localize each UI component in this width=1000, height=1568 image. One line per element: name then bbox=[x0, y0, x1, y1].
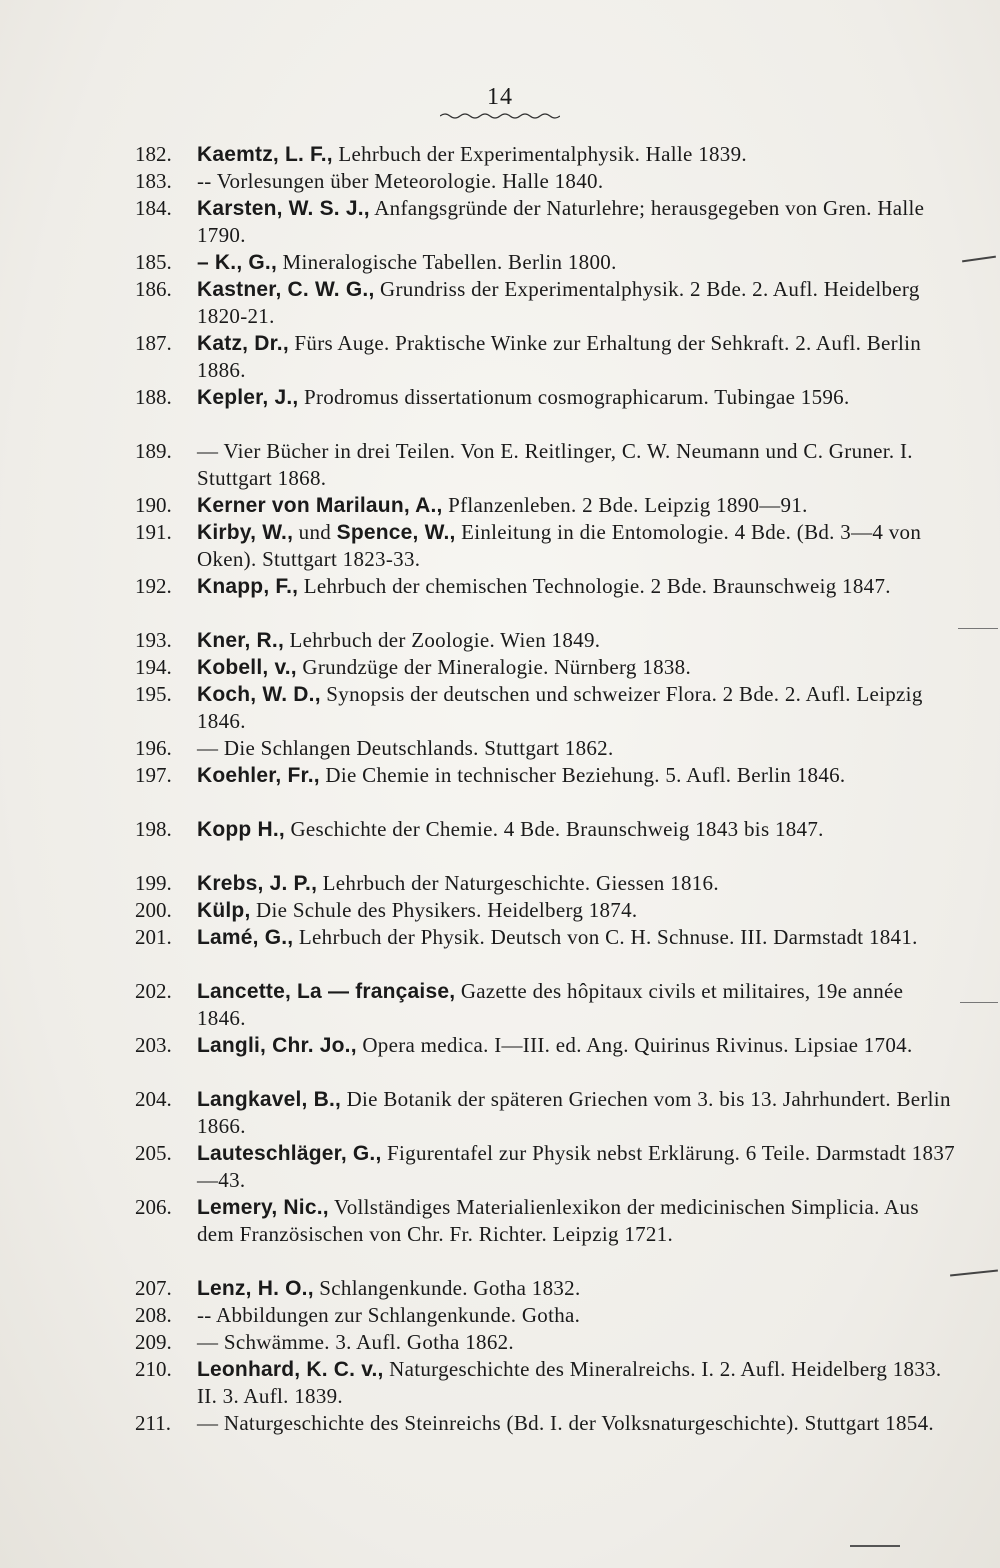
entry-text: Geschichte der Chemie. 4 Bde. Braunschweig 1843 bis 1847. bbox=[284, 817, 824, 841]
entry-text: Mineralogische Tabellen. Berlin 1800. bbox=[277, 250, 617, 274]
entry-author: Knapp, F., bbox=[197, 575, 299, 598]
entry-author: Kopp H., bbox=[197, 818, 285, 841]
entry bbox=[135, 168, 957, 195]
entry bbox=[135, 1140, 957, 1194]
entry bbox=[135, 870, 957, 897]
entry-number: 190. bbox=[135, 493, 172, 517]
entry-number: 185. bbox=[135, 250, 172, 274]
entry-author: Lancette, La — française, bbox=[197, 980, 456, 1003]
entry bbox=[135, 1329, 957, 1356]
entry-number: 200. bbox=[135, 898, 172, 922]
entry-text: Lehrbuch der Naturgeschichte. Giessen 1816. bbox=[317, 871, 719, 895]
entry-number: 192. bbox=[135, 574, 172, 598]
entry-author: – K., G., bbox=[197, 251, 277, 274]
entry bbox=[135, 519, 957, 573]
entry-text: Die Schule des Physikers. Heidelberg 1874. bbox=[250, 898, 638, 922]
entry-author: Kaemtz, L. F., bbox=[197, 143, 333, 166]
entry bbox=[135, 1275, 957, 1302]
entry-text: Naturgeschichte des Mineralreichs. I. 2. Aufl. Heidelberg 1833. II. 3. Aufl. 1839. bbox=[197, 1357, 942, 1408]
entry-author: Spence, W., bbox=[336, 521, 456, 544]
entry-number: 199. bbox=[135, 871, 172, 895]
page-number: 14 bbox=[487, 84, 513, 110]
entry bbox=[135, 492, 957, 519]
entry-text: Prodromus dissertationum cosmographicarum. Tubingae 1596. bbox=[298, 385, 850, 409]
entry bbox=[135, 1086, 957, 1140]
entry-text: Lehrbuch der Experimentalphysik. Halle 1839. bbox=[332, 142, 747, 166]
entry bbox=[135, 573, 957, 600]
entry-number: 191. bbox=[135, 520, 172, 544]
entry-text: -- Abbildungen zur Schlangenkunde. Gotha. bbox=[197, 1303, 581, 1327]
entry-text: — Die Schlangen Deutschlands. Stuttgart 1862. bbox=[197, 736, 614, 760]
entry-author: Karsten, W. S. J., bbox=[197, 197, 370, 220]
entry-text: Figurentafel zur Physik nebst Erklärung. 6 Teile. Darmstadt 1837—43. bbox=[197, 1141, 955, 1192]
entry-text: Einleitung in die Entomologie. 4 Bde. (Bd. 3—4 von Oken). Stuttgart 1823-33. bbox=[197, 520, 922, 571]
entry-number: 201. bbox=[135, 925, 172, 949]
entry-text: Grundriss der Experimentalphysik. 2 Bde. 2. Aufl. Heidelberg 1820-21. bbox=[197, 277, 920, 328]
entry-text: Synopsis der deutschen und schweizer Flora. 2 Bde. 2. Aufl. Leipzig 1846. bbox=[197, 682, 923, 733]
entry-number: 202. bbox=[135, 979, 172, 1003]
entry-number: 186. bbox=[135, 277, 172, 301]
entry-number: 195. bbox=[135, 682, 172, 706]
entry bbox=[135, 762, 957, 789]
entry bbox=[135, 1410, 957, 1437]
entry-text: Die Chemie in technischer Beziehung. 5. Aufl. Berlin 1846. bbox=[319, 763, 846, 787]
entry-author: Kastner, C. W. G., bbox=[197, 278, 375, 301]
margin-mark bbox=[950, 1269, 998, 1276]
entry-number: 187. bbox=[135, 331, 172, 355]
entry-text: Anfangsgründe der Naturlehre; herausgegeben von Gren. Halle 1790. bbox=[197, 196, 925, 247]
entry bbox=[135, 897, 957, 924]
entry-text: — Naturgeschichte des Steinreichs (Bd. I. der Volksnaturgeschichte). Stuttgart 1854. bbox=[197, 1411, 934, 1435]
entry-number: 196. bbox=[135, 736, 172, 760]
entry bbox=[135, 654, 957, 681]
entry-number: 203. bbox=[135, 1033, 172, 1057]
ornament-rule bbox=[440, 112, 560, 120]
entry-author: Leonhard, K. C. v., bbox=[197, 1358, 384, 1381]
entry-text: Fürs Auge. Praktische Winke zur Erhaltung der Sehkraft. 2. Aufl. Berlin 1886. bbox=[197, 331, 922, 382]
entry-number: 206. bbox=[135, 1195, 172, 1219]
entry-text: Pflanzenleben. 2 Bde. Leipzig 1890—91. bbox=[442, 493, 808, 517]
entry-number: 188. bbox=[135, 385, 172, 409]
entry-author: Kobell, v., bbox=[197, 656, 297, 679]
entry bbox=[135, 627, 957, 654]
entry-number: 211. bbox=[135, 1411, 171, 1435]
entry-author: Katz, Dr., bbox=[197, 332, 289, 355]
entry-number: 184. bbox=[135, 196, 172, 220]
entry bbox=[135, 1302, 957, 1329]
entry bbox=[135, 681, 957, 735]
entry bbox=[135, 816, 957, 843]
entry-text: Lehrbuch der Physik. Deutsch von C. H. Schnuse. III. Darmstadt 1841. bbox=[293, 925, 918, 949]
entry bbox=[135, 330, 957, 384]
entry-number: 193. bbox=[135, 628, 172, 652]
entry bbox=[135, 924, 957, 951]
entry-text: Schlangenkunde. Gotha 1832. bbox=[313, 1276, 581, 1300]
entry-text: Lehrbuch der chemischen Technologie. 2 Bde. Braunschweig 1847. bbox=[298, 574, 891, 598]
entry bbox=[135, 1032, 957, 1059]
entry-text: Grundzüge der Mineralogie. Nürnberg 1838. bbox=[296, 655, 692, 679]
entry-number: 208. bbox=[135, 1303, 172, 1327]
entry-author: Langkavel, B., bbox=[197, 1088, 342, 1111]
entry bbox=[135, 249, 957, 276]
entry-text: Vollständiges Materialienlexikon der medicinischen Simplicia. Aus dem Französischen von Chr. Fr. Richter. Leipzig 1721. bbox=[197, 1195, 919, 1246]
entry bbox=[135, 276, 957, 330]
entry-text: Lehrbuch der Zoologie. Wien 1849. bbox=[284, 628, 601, 652]
entry-number: 204. bbox=[135, 1087, 172, 1111]
margin-mark bbox=[962, 256, 996, 263]
margin-mark bbox=[958, 628, 998, 629]
entry-text: Opera medica. I—III. ed. Ang. Quirinus Rivinus. Lipsiae 1704. bbox=[356, 1033, 913, 1057]
entry-text: — Vier Bücher in drei Teilen. Von E. Reitlinger, C. W. Neumann und C. Gruner. I. Stuttgart 1868. bbox=[197, 439, 913, 490]
entry-text: und bbox=[293, 520, 337, 544]
entry-author: Lemery, Nic., bbox=[197, 1196, 329, 1219]
entry-number: 198. bbox=[135, 817, 172, 841]
entry-author: Külp, bbox=[197, 899, 251, 922]
entry bbox=[135, 141, 957, 168]
entry-number: 183. bbox=[135, 169, 172, 193]
entry-number: 207. bbox=[135, 1276, 172, 1300]
entry bbox=[135, 1194, 957, 1248]
entry-text: — Schwämme. 3. Aufl. Gotha 1862. bbox=[197, 1330, 514, 1354]
entry-number: 197. bbox=[135, 763, 172, 787]
entry-number: 182. bbox=[135, 142, 172, 166]
entry-author: Krebs, J. P., bbox=[197, 872, 318, 895]
entry-number: 194. bbox=[135, 655, 172, 679]
entry-author: Kner, R., bbox=[197, 629, 284, 652]
entry-author: Kirby, W., bbox=[197, 521, 294, 544]
entry-number: 205. bbox=[135, 1141, 172, 1165]
margin-mark bbox=[850, 1545, 900, 1547]
entry bbox=[135, 195, 957, 249]
entry-text: Gazette des hôpitaux civils et militaires, 19e année 1846. bbox=[197, 979, 904, 1030]
entry bbox=[135, 438, 957, 492]
entry bbox=[135, 1356, 957, 1410]
entry-author: Langli, Chr. Jo., bbox=[197, 1034, 357, 1057]
margin-mark bbox=[960, 1002, 998, 1003]
entry-author: Kepler, J., bbox=[197, 386, 299, 409]
entry-number: 210. bbox=[135, 1357, 172, 1381]
entry bbox=[135, 735, 957, 762]
entry-author: Koch, W. D., bbox=[197, 683, 321, 706]
entry-author: Kerner von Marilaun, A., bbox=[197, 494, 443, 517]
entry-author: Lauteschläger, G., bbox=[197, 1142, 382, 1165]
entry-number: 209. bbox=[135, 1330, 172, 1354]
entry-author: Koehler, Fr., bbox=[197, 764, 320, 787]
entry-text: Die Botanik der späteren Griechen vom 3. bis 13. Jahrhundert. Berlin 1866. bbox=[197, 1087, 951, 1138]
entry-author: Lenz, H. O., bbox=[197, 1277, 314, 1300]
entry-author: Lamé, G., bbox=[197, 926, 294, 949]
entry-text: -- Vorlesungen über Meteorologie. Halle 1840. bbox=[197, 169, 604, 193]
entry bbox=[135, 384, 957, 411]
entry-number: 189. bbox=[135, 439, 172, 463]
entry bbox=[135, 978, 957, 1032]
